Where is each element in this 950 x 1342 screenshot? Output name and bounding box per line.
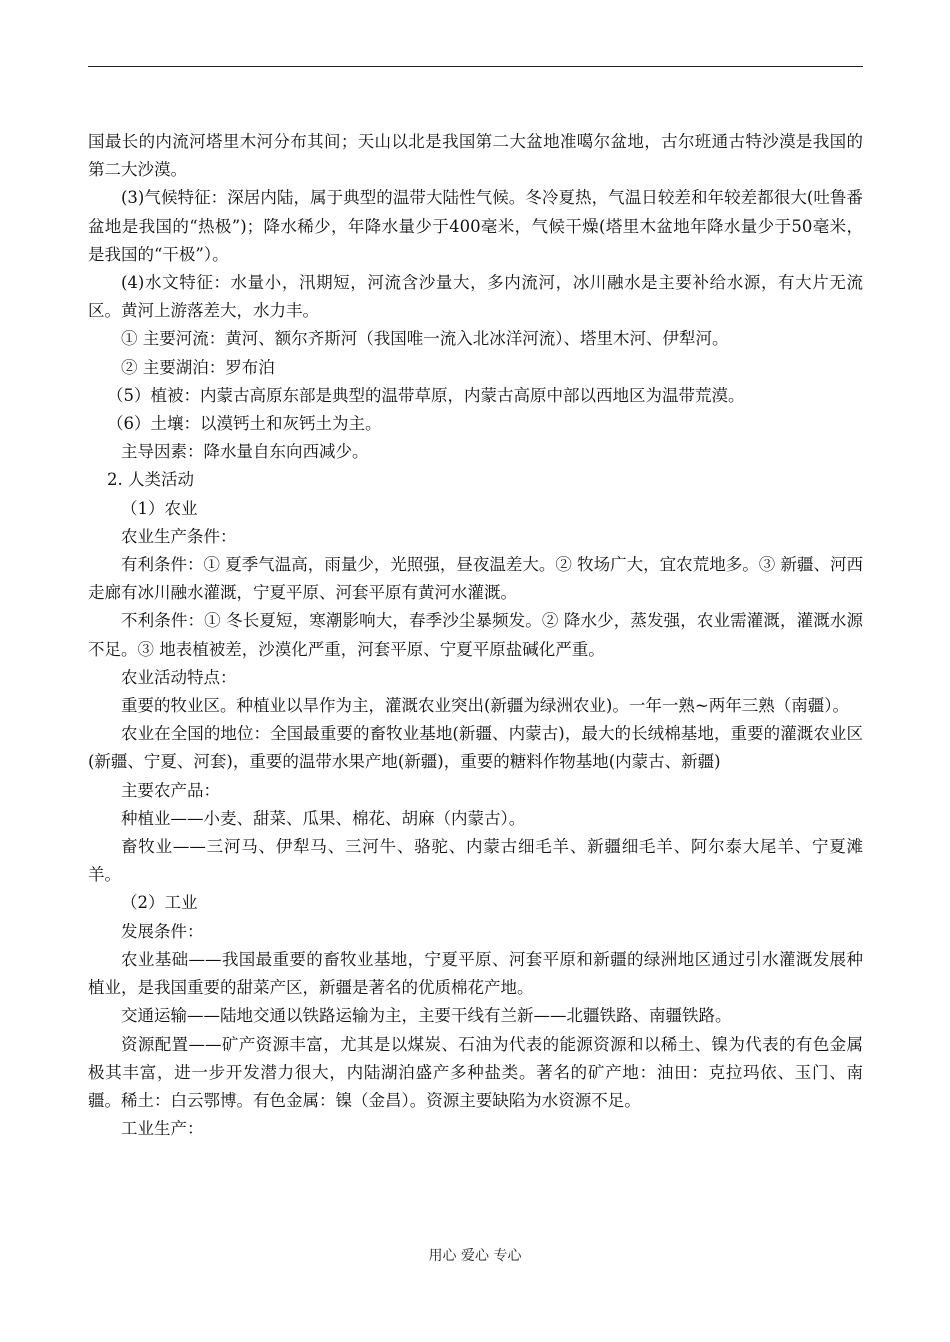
paragraph: 主要农产品： <box>121 780 220 800</box>
paragraph-dominant-factor: 主导因素：降水量自东向西减少。 <box>121 442 369 462</box>
paragraph: 农业活动特点： <box>121 667 237 687</box>
paragraph-favorable-conditions: 有利条件：① 夏季气温高，雨量少，光照强，昼夜温差大。② 牧场广大，宜农荒地多。③ 新疆、河西走廊有冰川融水灌溉，宁夏平原、河套平原有黄河水灌溉。 <box>88 555 863 603</box>
page-footer: 用心 爱心 专心 <box>428 1248 522 1264</box>
paragraph-unfavorable-conditions: 不利条件：① 冬长夏短，寒潮影响大，春季沙尘暴频发。② 降水少，蒸发强，农业需灌溉，灌溉水源不足。③ 地表植被差，沙漠化严重，河套平原、宁夏平原盐碱化严重。 <box>88 611 863 659</box>
subsection-heading-agriculture: （1）农业 <box>121 498 198 518</box>
paragraph: 畜牧业——三河马、伊犁马、三河牛、骆驼、内蒙古细毛羊、新疆细毛羊、阿尔泰大尾羊、宁夏滩羊。 <box>88 837 863 885</box>
paragraph-vegetation: （5）植被：内蒙古高原东部是典型的温带草原，内蒙古高原中部以西地区为温带荒漠。 <box>107 385 745 405</box>
subsection-heading-industry: （2）工业 <box>121 893 198 913</box>
paragraph: 工业生产： <box>121 1119 204 1139</box>
paragraph: 发展条件： <box>121 921 204 941</box>
paragraph-climate: (3)气候特征：深居内陆，属于典型的温带大陆性气候。冬冷夏热，气温日较差和年较差都很大(吐鲁番盆地是我国的“热极”)；降水稀少，年降水量少于400毫米，气候干燥(塔里木盆地年降水量少于50毫米，是我国的“干极”）。 <box>88 188 863 264</box>
paragraph-soil: （6）土壤：以漠钙土和灰钙土为主。 <box>107 414 382 434</box>
paragraph: 农业在全国的地位：全国最重要的畜牧业基地(新疆、内蒙古)，最大的长绒棉基地，重要的灌溉农业区(新疆、宁夏、河套)，重要的温带水果产地(新疆)，重要的糖料作物基地(内蒙古、新疆) <box>88 724 863 772</box>
paragraph: 种植业——小麦、甜菜、瓜果、棉花、胡麻（内蒙古）。 <box>121 808 526 828</box>
list-item-rivers: ① 主要河流：黄河、额尔齐斯河（我国唯一流入北冰洋河流）、塔里木河、伊犁河。 <box>121 329 729 349</box>
paragraph: 资源配置——矿产资源丰富，尤其是以煤炭、石油为代表的能源资源和以稀土、镍为代表的有色金属极其丰富，进一步开发潜力很大，内陆湖泊盛产多种盐类。著名的矿产地：油田：克拉玛依、玉门、南疆。稀土：白云鄂博。有色金属：镍（金昌）。资源主要缺陷为水资源不足。 <box>88 1034 863 1110</box>
paragraph: 交通运输——陆地交通以铁路运输为主，主要干线有兰新——北疆铁路、南疆铁路。 <box>121 1006 732 1026</box>
paragraph: 国最长的内流河塔里木河分布其间；天山以北是我国第二大盆地准噶尔盆地，古尔班通古特沙漠是我国的第二大沙漠。 <box>88 132 863 180</box>
section-heading-human-activity: 2. 人类活动 <box>107 470 194 490</box>
header-rule <box>88 66 863 67</box>
list-item-lakes: ② 主要湖泊：罗布泊 <box>121 357 275 377</box>
paragraph-hydrology: (4)水文特征：水量小，汛期短，河流含沙量大，多内流河，冰川融水是主要补给水源，有大片无流区。黄河上游落差大，水力丰。 <box>88 273 863 321</box>
paragraph: 农业生产条件： <box>121 526 237 546</box>
paragraph: 农业基础——我国最重要的畜牧业基地，宁夏平原、河套平原和新疆的绿洲地区通过引水灌溉发展种植业，是我国重要的甜菜产区，新疆是著名的优质棉花产地。 <box>88 949 863 998</box>
paragraph: 重要的牧业区。种植业以旱作为主，灌溉农业突出(新疆为绿洲农业)。一年一熟~两年三熟（南疆）。 <box>121 696 849 716</box>
document-body <box>88 128 863 1143</box>
